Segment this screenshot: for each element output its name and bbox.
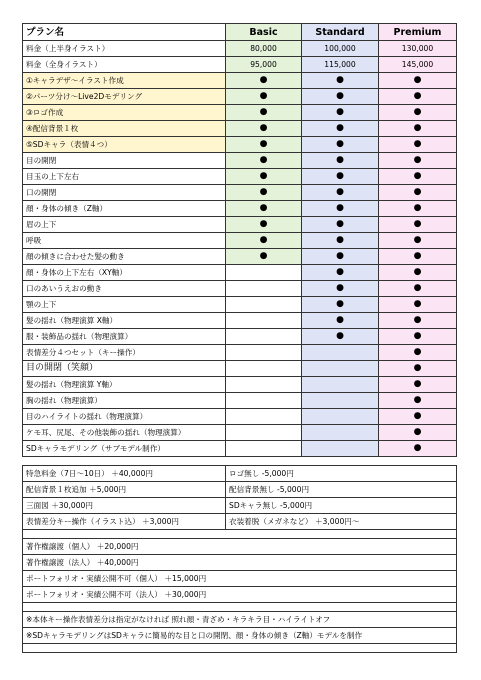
- basic-mark: ●: [226, 153, 302, 169]
- premium-header: Premium: [379, 24, 457, 41]
- feature-row: [23, 409, 457, 425]
- feature-label: 髪の揺れ（物理演算 X軸）: [23, 313, 226, 329]
- feature-row: [23, 169, 457, 185]
- standard-mark: ●: [302, 153, 379, 169]
- premium-mark: ●: [379, 89, 457, 105]
- standard-mark: ●: [302, 121, 379, 137]
- standard-mark: ●: [302, 105, 379, 121]
- standard-mark: ●: [302, 201, 379, 217]
- feature-label: 胸の揺れ（物理演算）: [23, 393, 226, 409]
- option-row: [23, 482, 457, 498]
- basic-mark: ●: [226, 121, 302, 137]
- basic-mark: [226, 313, 302, 329]
- basic-price: 80,000: [226, 41, 302, 57]
- feature-label: ②パーツ分け～Live2Dモデリング: [23, 89, 226, 105]
- standard-mark: [302, 361, 379, 377]
- feature-row: [23, 441, 457, 457]
- basic-mark: [226, 297, 302, 313]
- premium-mark: ●: [379, 393, 457, 409]
- feature-row: [23, 313, 457, 329]
- note-text: ※SDキャラモデリングはSDキャラに簡易的な目と口の開閉、顔・身体の傾き（Z軸）モデルを制作: [23, 628, 457, 644]
- option-left: 配信背景１枚追加 ＋5,000円: [23, 482, 226, 498]
- rights-text: ポートフォリオ・実績公開不可（個人） ＋15,000円: [23, 571, 457, 587]
- feature-row: [23, 73, 457, 89]
- feature-row: [23, 137, 457, 153]
- basic-header: Basic: [226, 24, 302, 41]
- basic-mark: [226, 409, 302, 425]
- premium-mark: ●: [379, 169, 457, 185]
- basic-mark: ●: [226, 233, 302, 249]
- premium-mark: ●: [379, 249, 457, 265]
- premium-price: 145,000: [379, 57, 457, 73]
- rights-text: 著作権譲渡（個人） ＋20,000円: [23, 539, 457, 555]
- feature-label: 口のあいうえおの動き: [23, 281, 226, 297]
- feature-label: 表情差分４つセット（キー操作）: [23, 345, 226, 361]
- premium-mark: ●: [379, 153, 457, 169]
- feature-row: [23, 361, 457, 377]
- feature-label: 眉の上下: [23, 217, 226, 233]
- feature-label: 顔・身体の傾き（Z軸）: [23, 201, 226, 217]
- feature-label: ⑤SDキャラ（表情４つ）: [23, 137, 226, 153]
- option-right: 配信背景無し -5,000円: [226, 482, 457, 498]
- feature-label: 顎の上下: [23, 297, 226, 313]
- standard-mark: ●: [302, 185, 379, 201]
- feature-row: [23, 345, 457, 361]
- plan-label: プラン名: [23, 24, 226, 41]
- feature-label: SDキャラモデリング（サブモデル制作）: [23, 441, 226, 457]
- price-label: 料金（上半身イラスト）: [23, 41, 226, 57]
- standard-mark: ●: [302, 265, 379, 281]
- rights-row: [23, 587, 457, 603]
- blank-row: [23, 644, 457, 653]
- standard-mark: ●: [302, 217, 379, 233]
- blank-cell: [23, 644, 457, 653]
- feature-label: 目玉の上下左右: [23, 169, 226, 185]
- premium-mark: ●: [379, 233, 457, 249]
- option-left: 表情差分キー操作（イラスト込） ＋3,000円: [23, 514, 226, 530]
- premium-mark: ●: [379, 121, 457, 137]
- standard-mark: [302, 441, 379, 457]
- premium-mark: ●: [379, 201, 457, 217]
- standard-mark: ●: [302, 137, 379, 153]
- feature-row: [23, 89, 457, 105]
- blank-cell: [23, 603, 457, 612]
- feature-label: ④配信背景１枚: [23, 121, 226, 137]
- blank-cell: [23, 530, 457, 539]
- basic-mark: ●: [226, 105, 302, 121]
- standard-mark: ●: [302, 313, 379, 329]
- feature-label: 服・装飾品の揺れ（物理演算）: [23, 329, 226, 345]
- option-row: [23, 514, 457, 530]
- standard-mark: [302, 409, 379, 425]
- standard-mark: ●: [302, 233, 379, 249]
- feature-rows: [23, 73, 457, 457]
- basic-mark: [226, 377, 302, 393]
- option-right: 衣装着脱（メガネなど） ＋3,000円～: [226, 514, 457, 530]
- feature-row: [23, 185, 457, 201]
- basic-mark: ●: [226, 185, 302, 201]
- feature-row: [23, 425, 457, 441]
- price-sheet: [22, 23, 456, 653]
- feature-label: ③ロゴ作成: [23, 105, 226, 121]
- premium-mark: ●: [379, 73, 457, 89]
- basic-mark: [226, 345, 302, 361]
- rights-row: [23, 539, 457, 555]
- premium-mark: ●: [379, 409, 457, 425]
- premium-mark: ●: [379, 281, 457, 297]
- feature-row: [23, 201, 457, 217]
- premium-mark: ●: [379, 361, 457, 377]
- standard-mark: [302, 345, 379, 361]
- price-rows: [23, 41, 457, 73]
- basic-mark: [226, 265, 302, 281]
- standard-mark: ●: [302, 89, 379, 105]
- feature-label: 顔・身体の上下左右（XY軸）: [23, 265, 226, 281]
- standard-mark: ●: [302, 73, 379, 89]
- basic-mark: [226, 329, 302, 345]
- blank-row: [23, 530, 457, 539]
- note-row: [23, 628, 457, 644]
- note-text: ※本体キー操作表情差分は指定がなければ 照れ顔・青ざめ・キラキラ目・ハイライトオフ: [23, 612, 457, 628]
- feature-label: ケモ耳、尻尾、その他装飾の揺れ（物理演算）: [23, 425, 226, 441]
- rights-row: [23, 555, 457, 571]
- basic-mark: ●: [226, 201, 302, 217]
- premium-mark: ●: [379, 265, 457, 281]
- standard-price: 115,000: [302, 57, 379, 73]
- standard-mark: ●: [302, 169, 379, 185]
- option-row: [23, 466, 457, 482]
- standard-mark: [302, 425, 379, 441]
- feature-label: 目の開閉（笑顔）: [23, 361, 226, 377]
- standard-mark: ●: [302, 249, 379, 265]
- basic-mark: ●: [226, 73, 302, 89]
- premium-mark: ●: [379, 329, 457, 345]
- price-row: [23, 57, 457, 73]
- feature-row: [23, 217, 457, 233]
- rights-text: 著作権譲渡（法人） ＋40,000円: [23, 555, 457, 571]
- premium-mark: ●: [379, 217, 457, 233]
- premium-mark: ●: [379, 345, 457, 361]
- basic-mark: [226, 425, 302, 441]
- feature-row: [23, 233, 457, 249]
- premium-price: 130,000: [379, 41, 457, 57]
- basic-mark: [226, 393, 302, 409]
- basic-mark: ●: [226, 89, 302, 105]
- feature-label: 口の開閉: [23, 185, 226, 201]
- standard-mark: [302, 393, 379, 409]
- price-label: 料金（全身イラスト）: [23, 57, 226, 73]
- premium-mark: ●: [379, 185, 457, 201]
- feature-row: [23, 121, 457, 137]
- basic-mark: [226, 361, 302, 377]
- feature-label: ①キャラデザ～イラスト作成: [23, 73, 226, 89]
- premium-mark: ●: [379, 441, 457, 457]
- feature-row: [23, 297, 457, 313]
- feature-label: 顔の傾きに合わせた髪の動き: [23, 249, 226, 265]
- basic-mark: ●: [226, 249, 302, 265]
- feature-label: 髪の揺れ（物理演算 Y軸）: [23, 377, 226, 393]
- basic-mark: [226, 441, 302, 457]
- premium-mark: ●: [379, 313, 457, 329]
- premium-mark: ●: [379, 137, 457, 153]
- option-left: 特急料金（7日～10日） ＋40,000円: [23, 466, 226, 482]
- feature-label: 目のハイライトの揺れ（物理演算）: [23, 409, 226, 425]
- basic-price: 95,000: [226, 57, 302, 73]
- feature-row: [23, 329, 457, 345]
- basic-mark: ●: [226, 169, 302, 185]
- feature-label: 呼吸: [23, 233, 226, 249]
- option-row: [23, 498, 457, 514]
- rights-table: [22, 529, 457, 653]
- blank-row: [23, 603, 457, 612]
- standard-mark: ●: [302, 329, 379, 345]
- feature-row: [23, 105, 457, 121]
- standard-mark: ●: [302, 281, 379, 297]
- basic-mark: ●: [226, 217, 302, 233]
- premium-mark: ●: [379, 105, 457, 121]
- options-table: [22, 465, 457, 530]
- feature-row: [23, 265, 457, 281]
- option-left: 三面図 ＋30,000円: [23, 498, 226, 514]
- plan-header-row: [23, 24, 457, 41]
- premium-mark: ●: [379, 297, 457, 313]
- feature-row: [23, 281, 457, 297]
- rights-row: [23, 571, 457, 587]
- feature-row: [23, 393, 457, 409]
- feature-row: [23, 153, 457, 169]
- note-row: [23, 612, 457, 628]
- premium-mark: ●: [379, 425, 457, 441]
- basic-mark: [226, 281, 302, 297]
- premium-mark: ●: [379, 377, 457, 393]
- feature-row: [23, 249, 457, 265]
- price-row: [23, 41, 457, 57]
- option-right: ロゴ無し -5,000円: [226, 466, 457, 482]
- feature-label: 目の開閉: [23, 153, 226, 169]
- basic-mark: ●: [226, 137, 302, 153]
- option-right: SDキャラ無し -5,000円: [226, 498, 457, 514]
- standard-price: 100,000: [302, 41, 379, 57]
- standard-header: Standard: [302, 24, 379, 41]
- rights-text: ポートフォリオ・実績公開不可（法人） ＋30,000円: [23, 587, 457, 603]
- plan-table: [22, 23, 457, 457]
- feature-row: [23, 377, 457, 393]
- standard-mark: ●: [302, 297, 379, 313]
- standard-mark: [302, 377, 379, 393]
